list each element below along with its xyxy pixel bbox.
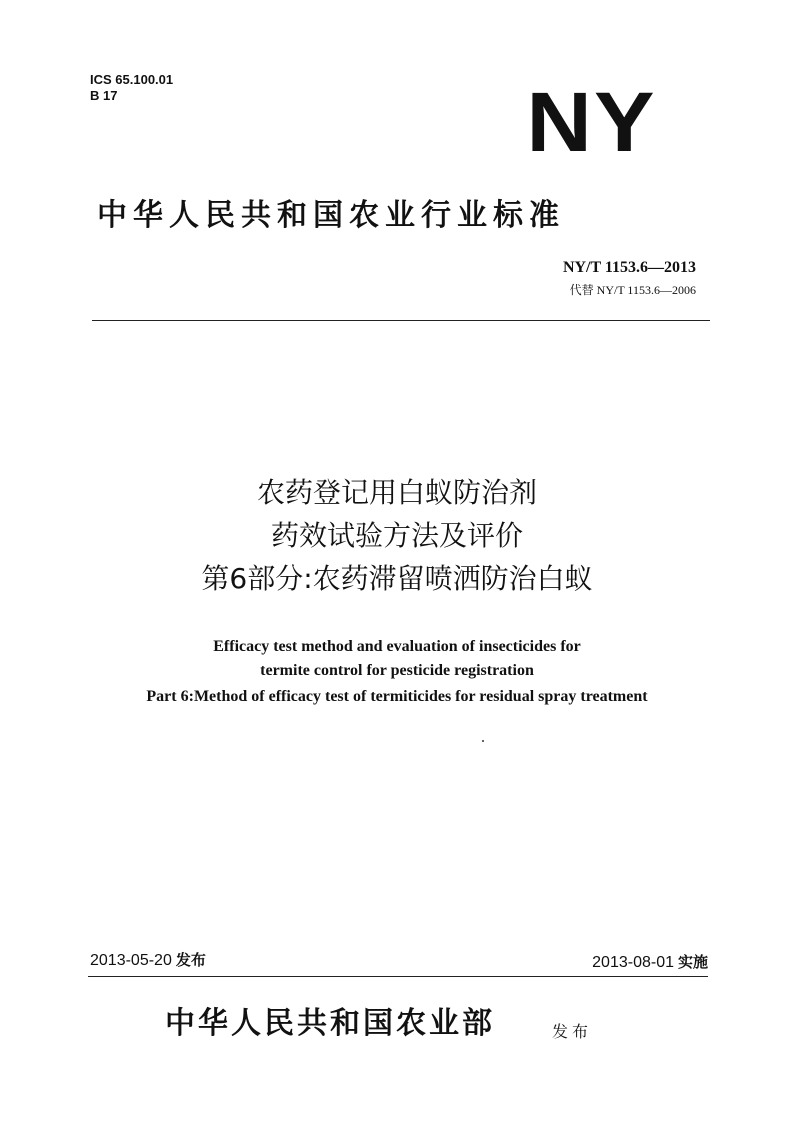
top-divider	[92, 320, 710, 321]
english-title-line-1: Efficacy test method and evaluation of insecticides for	[213, 638, 581, 655]
english-title-line-2: termite control for pesticide registration	[260, 662, 534, 679]
issue-date-block	[90, 951, 206, 971]
implementation-label: 实施	[677, 954, 708, 971]
issuing-label: 发布	[552, 1022, 593, 1041]
bottom-divider	[88, 976, 708, 977]
ccs-code: B 17	[90, 88, 118, 103]
replaced-standard: 代替 NY/T 1153.6—2006	[569, 283, 696, 297]
chinese-title-line-1: 农药登记用白蚁防治剂	[256, 476, 537, 509]
issuing-authority: 中华人民共和国农业部	[165, 1006, 495, 1041]
scan-speck	[482, 740, 484, 742]
standard-code: NY/T 1153.6—2013	[562, 259, 696, 276]
chinese-title-line-2: 药效试验方法及评价	[270, 519, 523, 552]
ny-logo: NY	[526, 75, 657, 169]
issue-date: 2013-05-20	[90, 952, 172, 969]
classification-codes	[90, 72, 173, 104]
standard-type-title: 中华人民共和国农业行业标准	[97, 198, 565, 233]
ics-code: ICS 65.100.01	[90, 72, 174, 87]
implementation-date-block	[592, 953, 708, 973]
implementation-date: 2013-08-01	[592, 954, 674, 971]
english-title-line-3: Part 6:Method of efficacy test of termiticides for residual spray treatment	[146, 688, 648, 705]
issue-label: 发布	[175, 952, 206, 969]
chinese-title-line-3: 第6部分:农药滞留喷洒防治白蚁	[201, 562, 593, 595]
